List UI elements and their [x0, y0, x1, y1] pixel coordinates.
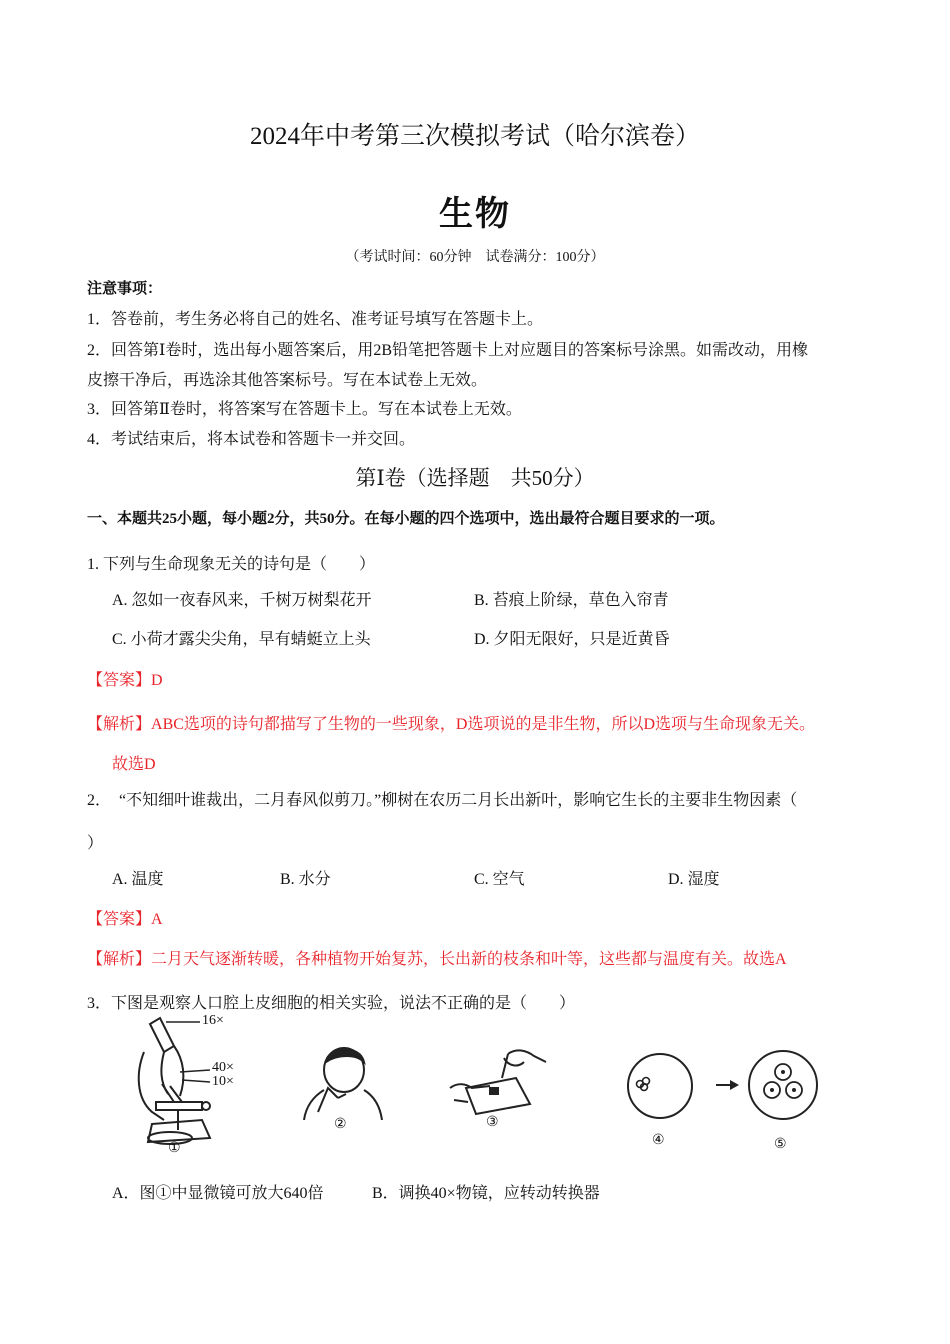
- question-3-stem: 3．下图是观察人口腔上皮细胞的相关实验，说法不正确的是（ ）: [87, 995, 576, 1012]
- figure-label-2: ②: [334, 1117, 347, 1132]
- q1-option-a: A. 忽如一夜春风来，千树万树梨花开: [112, 592, 372, 609]
- figure-label-5: ⑤: [774, 1137, 787, 1152]
- slide-prep-figure: [446, 1048, 550, 1130]
- q2-option-c: C. 空气: [474, 871, 525, 888]
- note-item: 1．答卷前，考生务必将自己的姓名、准考证号填写在答题卡上。: [87, 311, 544, 328]
- section-instruction: 一、本题共25小题，每小题2分，共50分。在每小题的四个选项中，选出最符合题目要求的一项。: [87, 511, 725, 527]
- q2-answer: 【答案】A: [87, 911, 163, 928]
- q2-analysis: 【解析】二月天气逐渐转暖，各种植物开始复苏，长出新的枝条和叶等，这些都与温度有关。故选A: [87, 951, 787, 968]
- section-title: 第Ⅰ卷（选择题 共50分）: [355, 466, 595, 490]
- question-1-stem: 1. 下列与生命现象无关的诗句是（ ）: [87, 556, 376, 573]
- microscope-figure: [130, 1012, 250, 1157]
- figure-label-1: ①: [168, 1141, 181, 1156]
- eyepiece-label: 16×: [202, 1013, 224, 1028]
- arrow-icon: [714, 1078, 740, 1092]
- q2-option-a: A. 温度: [112, 871, 164, 888]
- figure-label-4: ④: [652, 1133, 665, 1148]
- note-item: 皮擦干净后，再选涂其他答案标号。写在本试卷上无效。: [87, 372, 488, 389]
- objective-10-label: 10×: [212, 1074, 234, 1089]
- q1-answer: 【答案】D: [87, 672, 163, 689]
- q2-option-b: B. 水分: [280, 871, 331, 888]
- q2-option-d: D. 湿度: [668, 871, 720, 888]
- figure-label-3: ③: [486, 1115, 499, 1130]
- note-item: 3．回答第Ⅱ卷时，将答案写在答题卡上。写在本试卷上无效。: [87, 401, 522, 418]
- view-field-small-figure: [626, 1052, 696, 1148]
- exam-title: 2024年中考第三次模拟考试（哈尔滨卷）: [249, 123, 700, 150]
- q1-analysis-cont: 故选D: [112, 756, 156, 773]
- q1-option-c: C. 小荷才露尖尖角，早有蜻蜓立上头: [112, 631, 371, 648]
- q3-option-a: A．图①中显微镜可放大640倍: [112, 1185, 324, 1202]
- exam-info: （考试时间：60分钟 试卷满分：100分）: [345, 250, 605, 265]
- note-item: 4．考试结束后，将本试卷和答题卡一并交回。: [87, 431, 416, 448]
- mouth-scraping-figure: [298, 1040, 388, 1132]
- note-item: 2．回答第Ⅰ卷时，选出每小题答案后，用2B铅笔把答题卡上对应题目的答案标号涂黑。如需改动，用橡: [87, 342, 808, 359]
- view-field-large-figure: [746, 1048, 820, 1152]
- question-2-stem: 2． “不知细叶谁裁出，二月春风似剪刀。”柳树在农历二月长出新叶，影响它生长的主要非生物因素（: [87, 792, 798, 809]
- question-2-stem-cont: ）: [87, 835, 104, 852]
- q1-analysis: 【解析】ABC选项的诗句都描写了生物的一些现象，D选项说的是非生物，所以D选项与生命现象无关。: [87, 716, 816, 733]
- q1-option-d: D. 夕阳无限好，只是近黄昏: [474, 631, 670, 648]
- subject-title: 生物: [439, 196, 511, 233]
- q1-option-b: B. 苔痕上阶绿，草色入帘青: [474, 592, 669, 609]
- objective-40-label: 40×: [212, 1060, 234, 1075]
- q3-option-b: B．调换40×物镜，应转动转换器: [372, 1185, 600, 1202]
- notes-heading: 注意事项：: [87, 281, 163, 297]
